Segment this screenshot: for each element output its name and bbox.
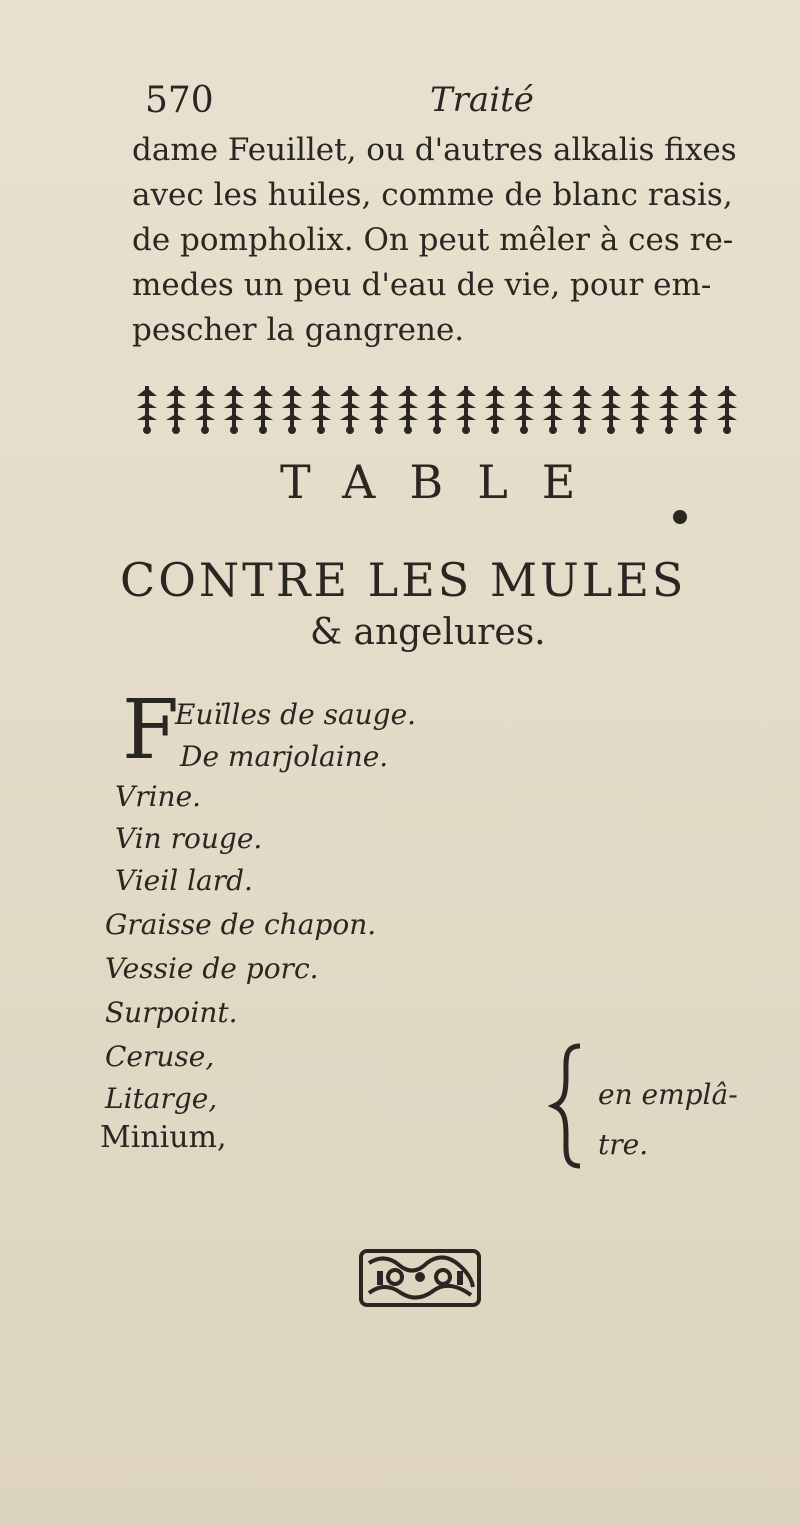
side-note bbox=[598, 1070, 738, 1170]
side-note-line: tre. bbox=[598, 1128, 649, 1161]
list-item: Surpoint. bbox=[105, 996, 238, 1029]
section-subtitle-2: & angelures. bbox=[310, 612, 546, 653]
paragraph-line: dame Feuillet, ou d'autres alkalis fixes bbox=[132, 132, 737, 168]
page-number: 570 bbox=[145, 80, 214, 121]
list-item: Euïlles de sauge. bbox=[175, 698, 417, 731]
list-item: Graisse de chapon. bbox=[105, 908, 377, 941]
drop-cap: F bbox=[122, 683, 179, 778]
side-note-line: en emplâ- bbox=[598, 1078, 738, 1111]
paragraph-line: de pompholix. On peut mêler à ces re- bbox=[132, 222, 734, 258]
paragraph-line: pescher la gangrene. bbox=[132, 312, 465, 348]
list-item: Minium, bbox=[100, 1120, 227, 1155]
tailpiece-ornament bbox=[355, 1243, 485, 1313]
paragraph-line: avec les huiles, comme de blanc rasis, bbox=[132, 177, 733, 213]
ornament-band bbox=[135, 378, 750, 438]
list-item: Vrine. bbox=[115, 780, 202, 813]
list-item: Vessie de porc. bbox=[105, 952, 319, 985]
paragraph bbox=[132, 128, 762, 353]
section-subtitle: CONTRE LES MULES bbox=[120, 553, 687, 607]
paragraph-line: medes un peu d'eau de vie, pour em- bbox=[132, 267, 712, 303]
page-header bbox=[145, 80, 605, 130]
section-title: TABLE bbox=[280, 455, 610, 509]
running-title: Traité bbox=[430, 80, 534, 120]
list-item: Litarge, bbox=[105, 1082, 218, 1115]
list-item: Vin rouge. bbox=[115, 822, 263, 855]
curly-brace bbox=[548, 1042, 588, 1170]
list-item: Vieil lard. bbox=[115, 864, 253, 897]
decorative-dot bbox=[673, 510, 687, 524]
list-item: De marjolaine. bbox=[180, 740, 389, 773]
list-item: Ceruse, bbox=[105, 1040, 215, 1073]
